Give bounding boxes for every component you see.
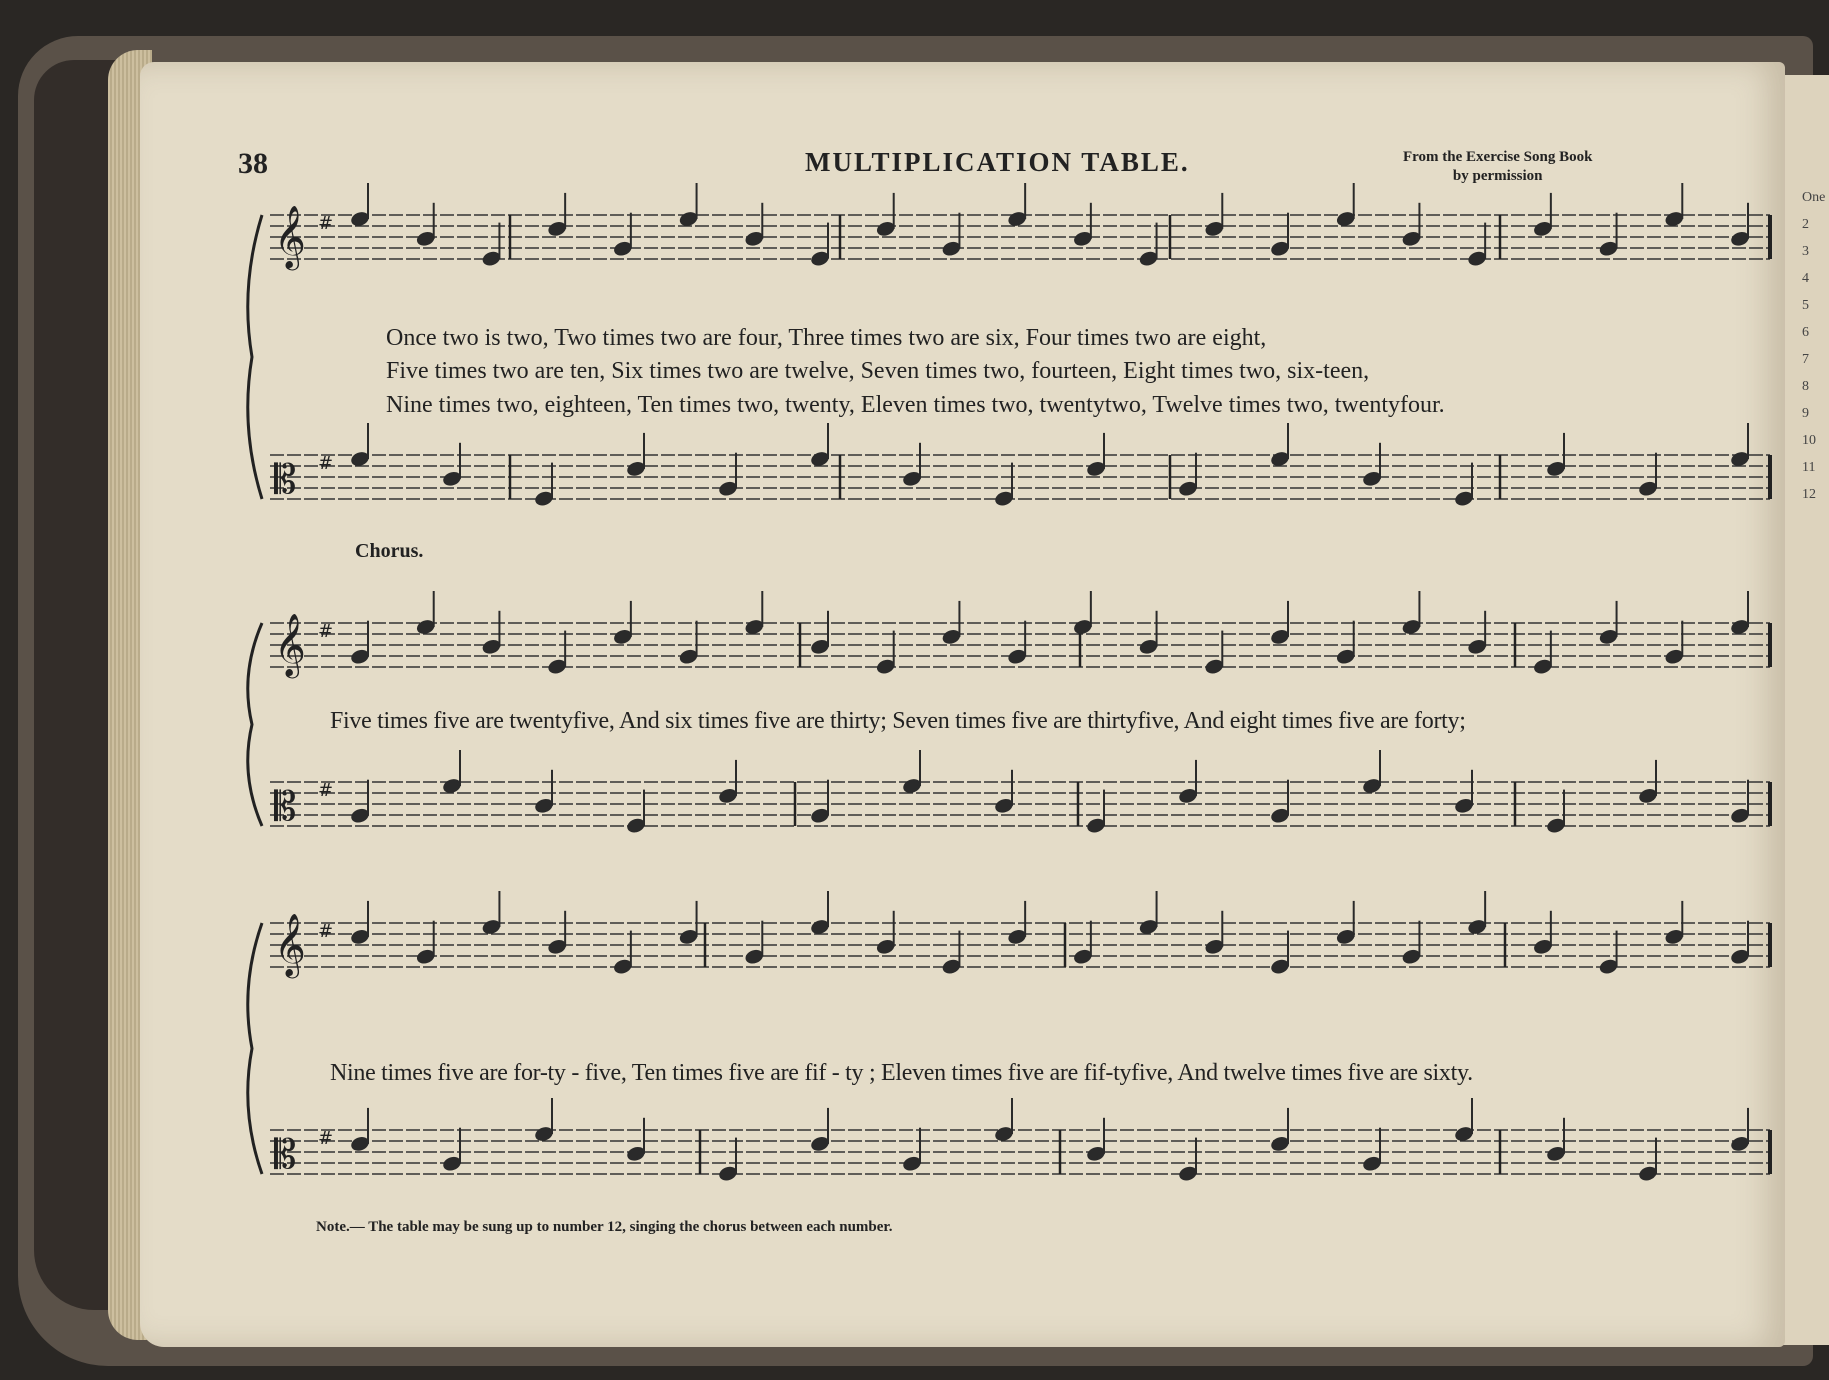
system-brace xyxy=(248,215,262,499)
page-title: MULTIPLICATION TABLE. xyxy=(805,147,1190,177)
key-signature-sharp: # xyxy=(318,621,334,642)
key-signature-sharp: # xyxy=(318,453,334,474)
chorus-line-2: Nine times five are for-ty - five, Ten times five are fif - ty ; Eleven times five are fif-tyfive, And twelve times five are sixty. xyxy=(330,1060,1473,1086)
facing-page-number: 10 xyxy=(1802,433,1816,448)
credit-line-1: From the Exercise Song Book xyxy=(1403,149,1593,165)
bass-clef: 𝄡 xyxy=(274,457,297,503)
facing-page-number: 4 xyxy=(1802,271,1809,286)
key-signature-sharp: # xyxy=(318,921,334,942)
bass-clef: 𝄡 xyxy=(274,1132,297,1178)
verse-line-2: Five times two are ten, Six times two are twelve, Seven times two, fourteen, Eight times two, six-teen, xyxy=(386,358,1370,384)
verse-line-1: Once two is two, Two times two are four, Three times two are six, Four times two are eight, xyxy=(386,325,1267,351)
chorus-label: Chorus. xyxy=(355,540,424,562)
facing-page-number: 9 xyxy=(1802,406,1809,421)
key-signature-sharp: # xyxy=(318,213,334,234)
key-signature-sharp: # xyxy=(318,1128,334,1149)
verse-line-3: Nine times two, eighteen, Ten times two, twenty, Eleven times two, twentytwo, Twelve times two, twentyfour. xyxy=(386,392,1445,418)
facing-page-number: 6 xyxy=(1802,325,1809,340)
system-brace xyxy=(248,923,262,1174)
footnote: Note.— The table may be sung up to number 12, singing the chorus between each number. xyxy=(316,1219,893,1235)
facing-page-number: 8 xyxy=(1802,379,1809,394)
treble-clef: 𝄞 xyxy=(274,205,306,268)
system-brace xyxy=(248,623,262,826)
page-number: 38 xyxy=(238,147,268,180)
facing-page-number: 7 xyxy=(1802,352,1809,367)
chorus-line-1: Five times five are twentyfive, And six times five are thirty; Seven times five are thirtyfive, And eight times five are forty; xyxy=(330,708,1466,734)
facing-page-number: 3 xyxy=(1802,244,1809,259)
credit-line-2: by permission xyxy=(1452,168,1543,184)
treble-clef: 𝄞 xyxy=(274,913,306,976)
key-signature-sharp: # xyxy=(318,780,334,801)
bass-clef: 𝄡 xyxy=(274,784,297,830)
facing-page-number: 5 xyxy=(1802,298,1809,313)
treble-clef: 𝄞 xyxy=(274,613,306,676)
facing-page-number: One xyxy=(1802,190,1826,205)
facing-page-number: 12 xyxy=(1802,487,1816,502)
facing-page-number: 11 xyxy=(1802,460,1816,475)
facing-page-number: 2 xyxy=(1802,217,1809,232)
